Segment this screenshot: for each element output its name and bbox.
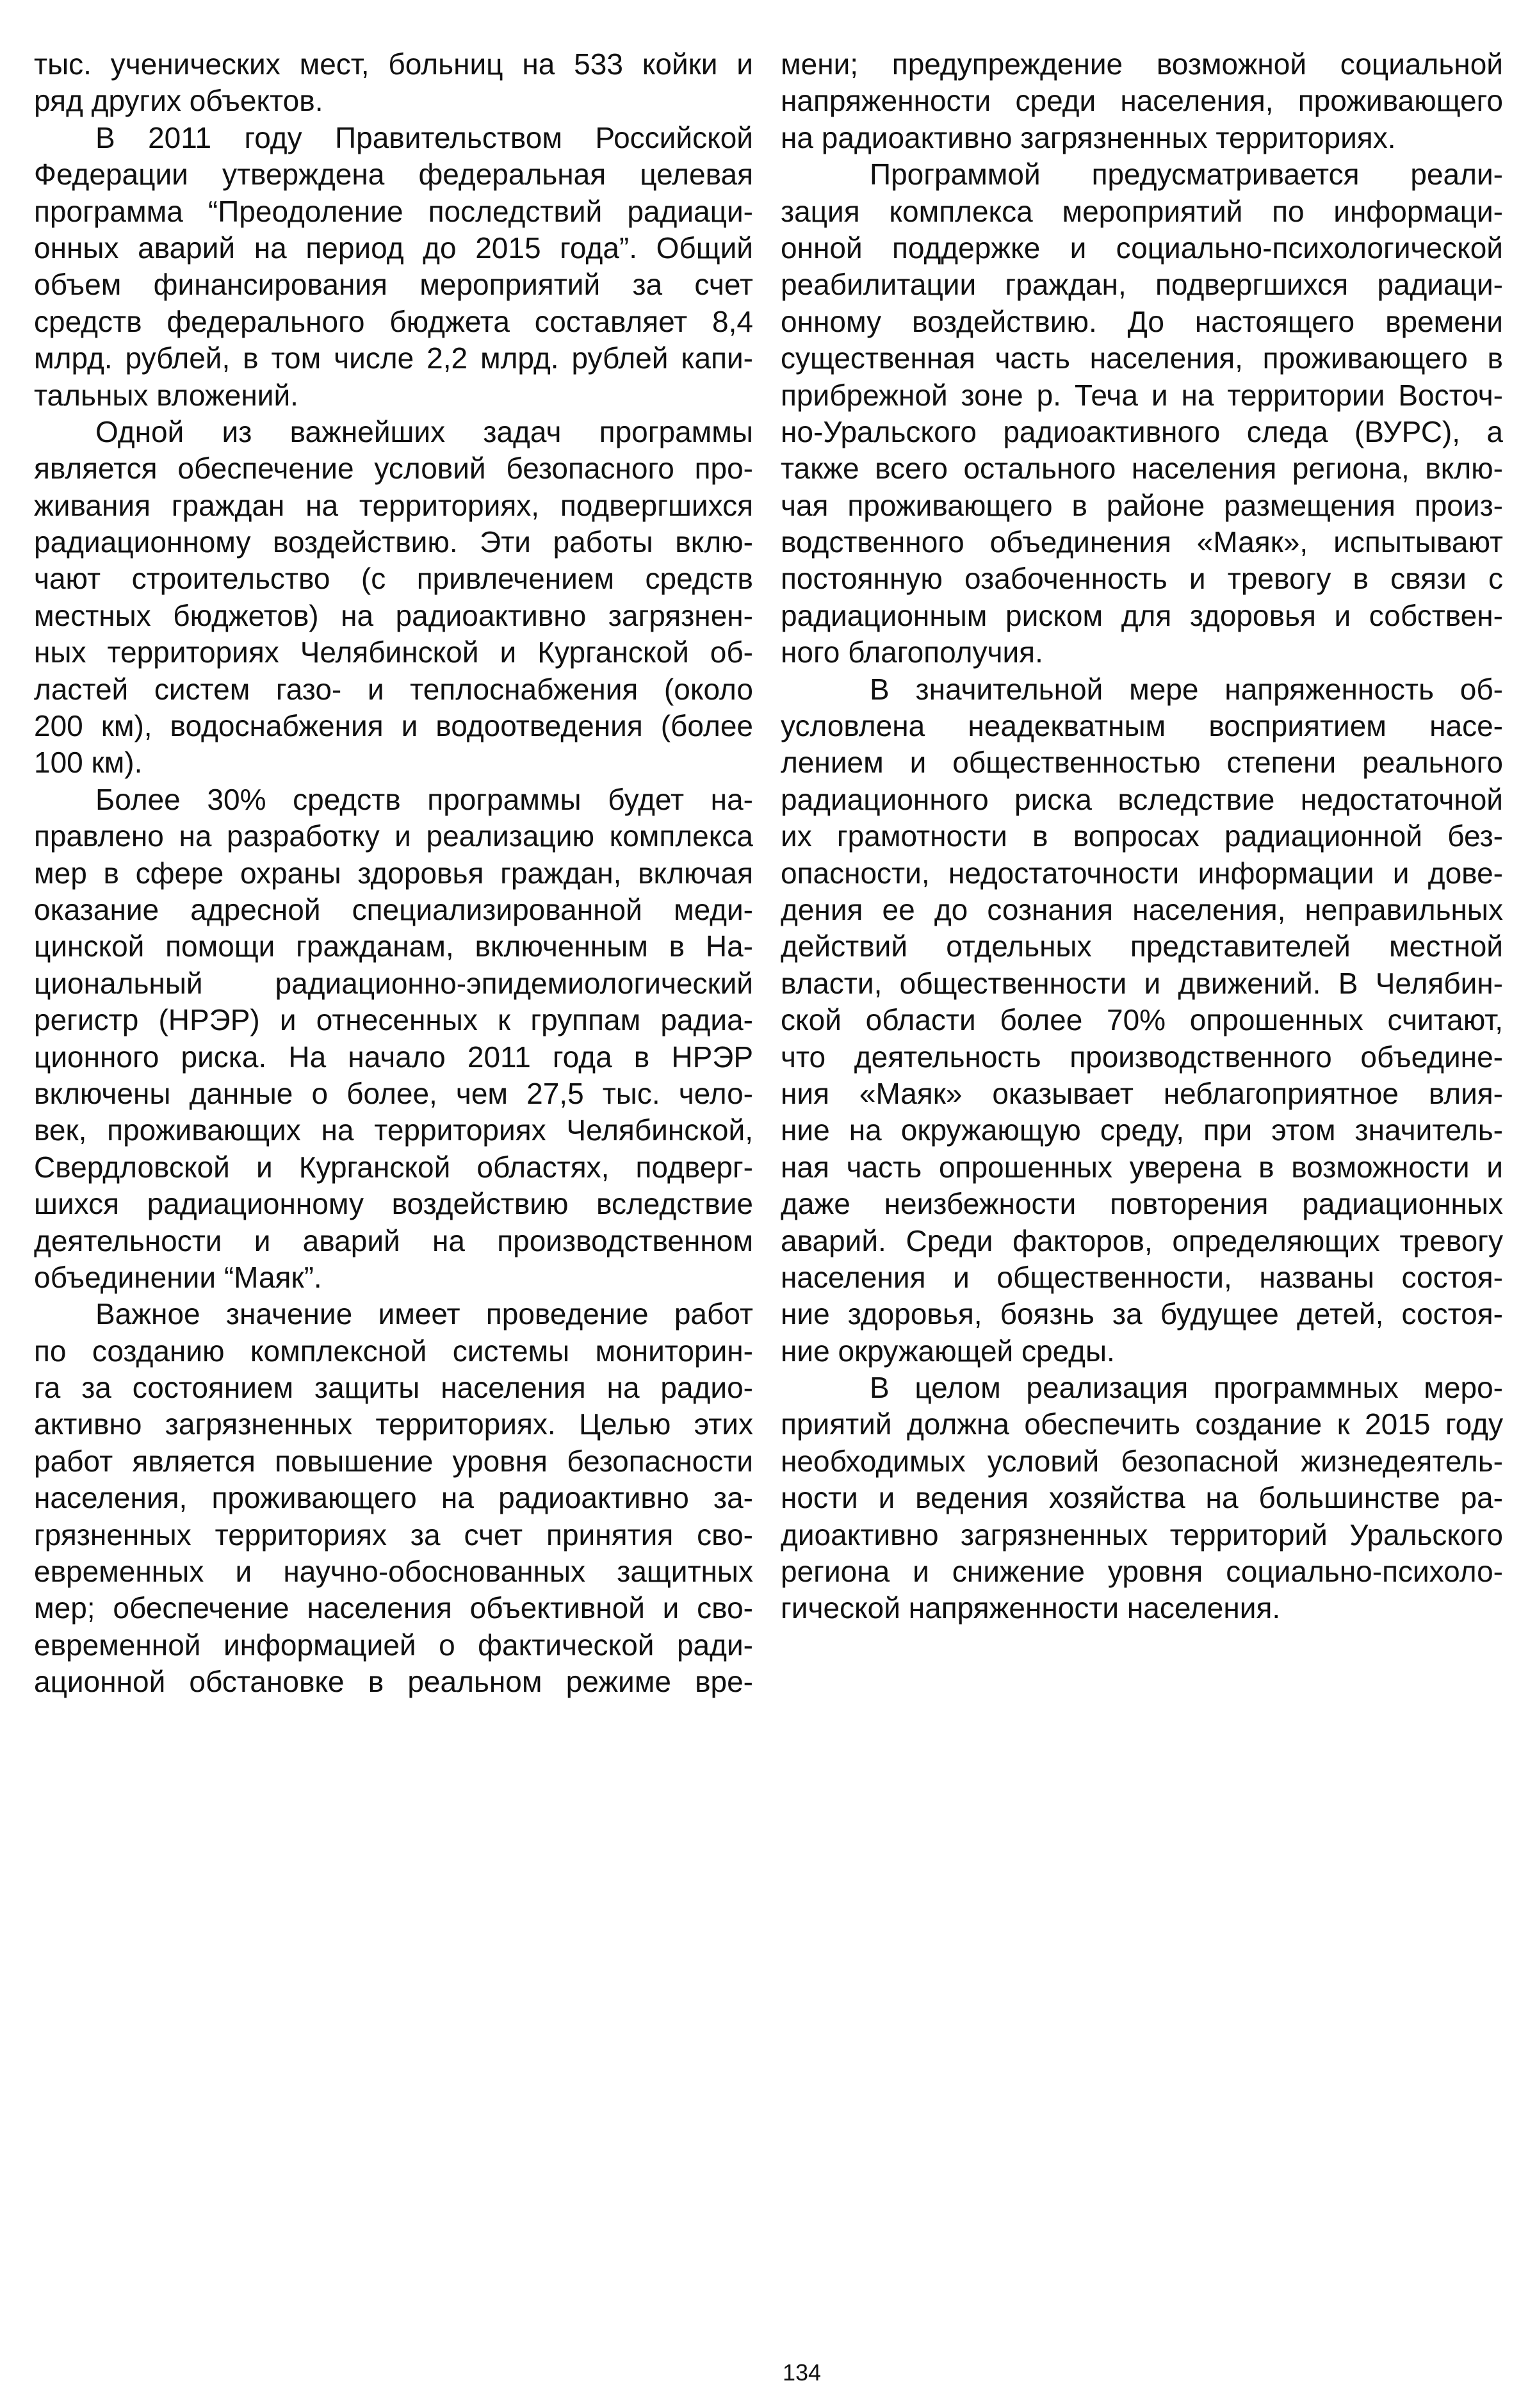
- text-line: даже неизбежности повторения радиационных: [781, 1187, 1503, 1221]
- text-line: Одной из важнейших задач программы: [95, 414, 753, 448]
- text-line: тальных вложений.: [34, 378, 298, 412]
- text-line: лением и общественностью степени реального: [781, 746, 1503, 780]
- text-line: ние окружающей среды.: [781, 1334, 1115, 1368]
- text-line: живания граждан на территориях, подвергшихся: [34, 488, 753, 522]
- page-number: 134: [783, 2359, 822, 2386]
- text-line: шихся радиационному воздействию вследствие: [34, 1187, 753, 1221]
- text-line: радиационному воздействию. Эти работы вклю-: [34, 525, 753, 559]
- right-text-column: [781, 46, 1503, 1627]
- text-line: В значительной мере напряженность об-: [870, 672, 1503, 706]
- text-line: Федерации утверждена федеральная целевая: [34, 158, 753, 192]
- text-line: ряд других объектов.: [34, 84, 323, 118]
- text-line: 100 км).: [34, 746, 143, 780]
- left-text-column: [34, 46, 753, 1701]
- paragraph: [34, 46, 753, 120]
- text-line: ционного риска. На начало 2011 года в НРЭР: [34, 1040, 753, 1074]
- text-line: объем финансирования мероприятий за счет: [34, 268, 753, 302]
- text-line: мер; обеспечение населения объективной и сво-: [34, 1591, 753, 1625]
- text-line: местных бюджетов) на радиоактивно загрязнен-: [34, 598, 753, 632]
- text-line: ационной обстановке в реальном режиме вре-: [34, 1665, 753, 1699]
- text-line: ных территориях Челябинской и Курганской об-: [34, 635, 753, 669]
- text-line: Важное значение имеет проведение работ: [95, 1297, 753, 1331]
- text-line: приятий должна обеспечить создание к 2015 году: [781, 1407, 1503, 1441]
- text-line: власти, общественности и движений. В Челябин-: [781, 966, 1503, 1000]
- paragraph: [781, 46, 1503, 156]
- text-line: диоактивно загрязненных территорий Уральского: [781, 1518, 1503, 1552]
- text-line: населения и общественности, названы состоя-: [781, 1260, 1503, 1294]
- text-line: действий отдельных представителей местной: [781, 930, 1503, 963]
- text-line: средств федерального бюджета составляет 8,4: [34, 304, 753, 338]
- text-line: населения, проживающего на радиоактивно за-: [34, 1481, 753, 1515]
- text-line: постоянную озабоченность и тревогу в связи с: [781, 562, 1503, 596]
- text-line: В 2011 году Правительством Российской: [95, 120, 753, 154]
- text-line: ния «Маяк» оказывает неблагоприятное влия-: [781, 1076, 1503, 1110]
- text-line: циональный радиационно-эпидемиологический: [34, 966, 753, 1000]
- text-line: региона и снижение уровня социально-психоло-: [781, 1555, 1503, 1589]
- text-line: грязненных территориях за счет принятия сво-: [34, 1518, 753, 1552]
- text-line: век, проживающих на территориях Челябинской,: [34, 1113, 753, 1147]
- text-line: ная часть опрошенных уверена в возможности и: [781, 1150, 1503, 1184]
- text-line: на радиоактивно загрязненных территориях.: [781, 120, 1396, 154]
- text-line: онной поддержке и социально-психологической: [781, 231, 1503, 265]
- text-line: напряженности среди населения, проживающего: [781, 84, 1503, 118]
- text-line: чая проживающего в районе размещения произ-: [781, 488, 1503, 522]
- text-line: чают строительство (с привлечением средств: [34, 562, 753, 596]
- text-line: гической напряженности населения.: [781, 1591, 1281, 1625]
- text-line: правлено на разработку и реализацию комплекса: [34, 819, 753, 853]
- text-line: реабилитации граждан, подвергшихся радиаци-: [781, 268, 1503, 302]
- text-line: евременных и научно-обоснованных защитных: [34, 1555, 753, 1589]
- text-line: В целом реализация программных меро-: [870, 1371, 1503, 1405]
- text-line: зация комплекса мероприятий по информаци-: [781, 194, 1503, 228]
- paragraph: [781, 671, 1503, 1370]
- text-line: Более 30% средств программы будет на-: [95, 782, 753, 816]
- paragraph: [34, 782, 753, 1296]
- text-line: объединении “Маяк”.: [34, 1260, 322, 1294]
- text-line: деятельности и аварий на производственном: [34, 1224, 753, 1257]
- text-line: программа “Преодоление последствий радиаци-: [34, 194, 753, 228]
- text-line: евременной информацией о фактической ради-: [34, 1628, 753, 1662]
- text-line: ние здоровья, боязнь за будущее детей, состоя-: [781, 1297, 1503, 1331]
- text-line: водственного объединения «Маяк», испытывают: [781, 525, 1503, 559]
- text-line: существенная часть населения, проживающего в: [781, 341, 1503, 375]
- text-line: их грамотности в вопросах радиационной без-: [781, 819, 1503, 853]
- text-line: Программой предусматривается реали-: [870, 158, 1503, 192]
- text-line: мени; предупреждение возможной социальной: [781, 47, 1503, 81]
- text-line: ластей систем газо- и теплоснабжения (около: [34, 672, 753, 706]
- text-line: необходимых условий безопасной жизнедеятель-: [781, 1444, 1503, 1478]
- text-line: что деятельность производственного объедине-: [781, 1040, 1503, 1074]
- text-line: онному воздействию. До настоящего времени: [781, 304, 1503, 338]
- text-line: по созданию комплексной системы мониторин-: [34, 1334, 753, 1368]
- text-line: радиационного риска вследствие недостаточной: [781, 782, 1503, 816]
- text-line: условлена неадекватным восприятием насе-: [781, 709, 1503, 743]
- text-line: ного благополучия.: [781, 635, 1043, 669]
- text-line: мер в сфере охраны здоровья граждан, включая: [34, 856, 753, 890]
- text-line: 200 км), водоснабжения и водоотведения (более: [34, 709, 753, 743]
- text-line: ности и ведения хозяйства на большинстве ра-: [781, 1481, 1503, 1515]
- text-line: включены данные о более, чем 27,5 тыс. чело-: [34, 1076, 753, 1110]
- text-line: но-Уральского радиоактивного следа (ВУРС), а: [781, 414, 1503, 448]
- text-line: тыс. ученических мест, больниц на 533 койки и: [34, 47, 753, 81]
- text-line: ской области более 70% опрошенных считают,: [781, 1003, 1503, 1037]
- text-line: аварий. Среди факторов, определяющих тревогу: [781, 1224, 1503, 1257]
- text-line: активно загрязненных территориях. Целью этих: [34, 1407, 753, 1441]
- text-line: цинской помощи гражданам, включенным в На-: [34, 930, 753, 963]
- text-line: Свердловской и Курганской областях, подверг-: [34, 1150, 753, 1184]
- text-line: также всего остального населения региона, вклю-: [781, 452, 1503, 486]
- text-line: опасности, недостаточности информации и дове-: [781, 856, 1503, 890]
- paragraph: [781, 156, 1503, 671]
- text-line: является обеспечение условий безопасного про-: [34, 452, 753, 486]
- text-line: работ является повышение уровня безопасности: [34, 1444, 753, 1478]
- paragraph: [34, 414, 753, 782]
- paragraph: [34, 120, 753, 414]
- text-line: оказание адресной специализированной меди-: [34, 892, 753, 926]
- text-line: прибрежной зоне р. Теча и на территории Восточ-: [781, 378, 1503, 412]
- text-line: га за состоянием защиты населения на радио-: [34, 1371, 753, 1405]
- text-line: регистр (НРЭР) и отнесенных к группам радиа-: [34, 1003, 753, 1037]
- text-line: млрд. рублей, в том числе 2,2 млрд. рублей капи-: [34, 341, 753, 375]
- paragraph: [34, 1296, 753, 1700]
- text-line: радиационным риском для здоровья и собствен-: [781, 598, 1503, 632]
- text-line: онных аварий на период до 2015 года”. Общий: [34, 231, 753, 265]
- text-line: дения ее до сознания населения, неправильных: [781, 892, 1503, 926]
- paragraph: [781, 1370, 1503, 1627]
- text-line: ние на окружающую среду, при этом значитель-: [781, 1113, 1503, 1147]
